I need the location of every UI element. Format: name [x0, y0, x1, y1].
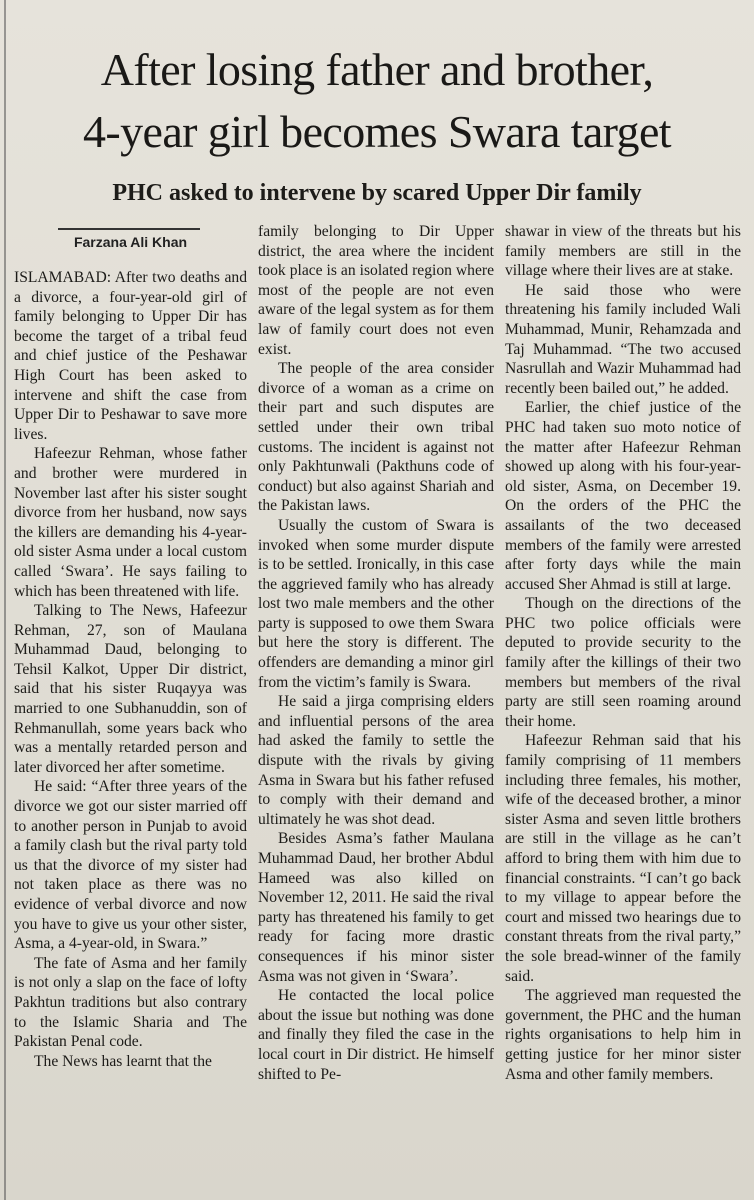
- paragraph: family belonging to Dir Upper district, the area where the incident took place is an isolated region where most of the people are not even aware of the legal system as for them law of family court does not even exist.: [258, 223, 494, 358]
- paragraph: He said: “After three years of the divorce we got our sister married off to another person in Punjab to avoid a family clash but the rival party told us that the divorce of my sister had not taken place as there was no evidence of verbal divorce and now you have to give us your other sister, Asma, a 4-year-old, in Swara.”: [14, 778, 247, 953]
- paragraph: Though on the directions of the PHC two police officials were deputed to provide security to the family after the killings of their two members but members of the rival party are still seen roaming around their home.: [505, 595, 741, 730]
- paragraph: The aggrieved man requested the government, the PHC and the human rights organisations to help him in getting justice for her minor sister Asma and other family members.: [505, 987, 741, 1083]
- paragraph: Talking to The News, Hafeezur Rehman, 27, son of Maulana Muhammad Daud, belonging to Tehsil Kalkot, Upper Dir district, said that his sister Ruqayya was married to one Subhanuddin, son of Rehmanullah, some years back who was a mentally retarded person and later divorced her after sometime.: [14, 602, 247, 776]
- byline: Farzana Ali Khan: [73, 234, 188, 250]
- article-column-2: [258, 222, 494, 1084]
- headline-line-2: 4-year girl becomes Swara target: [83, 106, 671, 157]
- article-column-3: [505, 222, 741, 1084]
- paragraph: He said those who were threatening his family included Wali Muhammad, Munir, Rehamzada and Taj Muhammad. “The two accused Nasrullah and Wazir Muhammad had recently been bailed out,” he added.: [505, 281, 741, 397]
- paragraph: Hafeezur Rehman said that his family comprising of 11 members including three females, his mother, wife of the deceased brother, a minor sister Asma and seven little brothers are still in the village as he can’t afford to bring them with him due to financial constraints. “I can’t go back to my village to appear before the court and missed two hearings due to constant threats from the rival party,” the sole bread-winner of the family said.: [505, 732, 741, 985]
- headline-line-1: After losing father and brother,: [100, 44, 654, 95]
- paragraph: The people of the area consider divorce of a woman as a crime on their part and such disputes are settled under their own tribal customs. The incident is against not only Pakhtunwali (Pakthuns code of conduct) but also against Shariah and the Pakistan laws.: [258, 360, 494, 515]
- paragraph: He contacted the local police about the issue but nothing was done and finally they filed the case in the local court in Dir district. He himself shifted to Pe-: [258, 987, 494, 1083]
- paragraph: The fate of Asma and her family is not only a slap on the face of lofty Pakhtun traditions but also contrary to the Islamic Sharia and The Pakistan Penal code.: [14, 954, 247, 1051]
- byline-rule: [58, 228, 200, 230]
- paragraph: He said a jirga comprising elders and influential persons of the area had asked the family to settle the dispute with the rivals by giving Asma in Swara but his father refused to comply with their demand and ultimately he was shot dead.: [258, 693, 494, 828]
- paragraph: Usually the custom of Swara is invoked when some murder dispute is to be settled. Ironically, in this case the aggrieved family who has already lost two male members and the other party is supposed to owe them Swara but here the story is different. The offenders are demanding a minor girl from the victim’s family is Swara.: [258, 516, 494, 691]
- article-column-1: [14, 268, 247, 1071]
- subheadline: PHC asked to intervene by scared Upper Dir family: [112, 180, 642, 206]
- paragraph: The News has learnt that the: [34, 1052, 212, 1070]
- paragraph: ISLAMABAD: After two deaths and a divorce, a four-year-old girl of family belonging to Upper Dir has become the target of a tribal feud and chief justice of the Peshawar High Court has been asked to intervene and shift the case from Upper Dir to Peshawar to save more lives.: [14, 269, 247, 443]
- paragraph: shawar in view of the threats but his family members are still in the village where their lives are at stake.: [505, 223, 741, 280]
- paragraph: Earlier, the chief justice of the PHC had taken suo moto notice of the matter after Hafeezur Rehman showed up along with his four-year-old sister, Asma, on December 19. On the orders of the PHC the assailants of the two deceased members of the family were arrested after forty days while the main accused Sher Ahmad is still at large.: [505, 399, 741, 593]
- paragraph: Besides Asma’s father Maulana Muhammad Daud, her brother Abdul Hameed was also killed on November 12, 2011. He said the rival party has threatened his family to get ready for facing more drastic consequences if his minor sister Asma was not given in ‘Swara’.: [258, 830, 494, 985]
- paragraph: Hafeezur Rehman, whose father and brother were murdered in November last after his sister sought divorce from her husband, now says the killers are demanding his 4-year-old sister Asma under a local custom called ‘Swara’. He says failing to which has been threatened with life.: [14, 445, 247, 600]
